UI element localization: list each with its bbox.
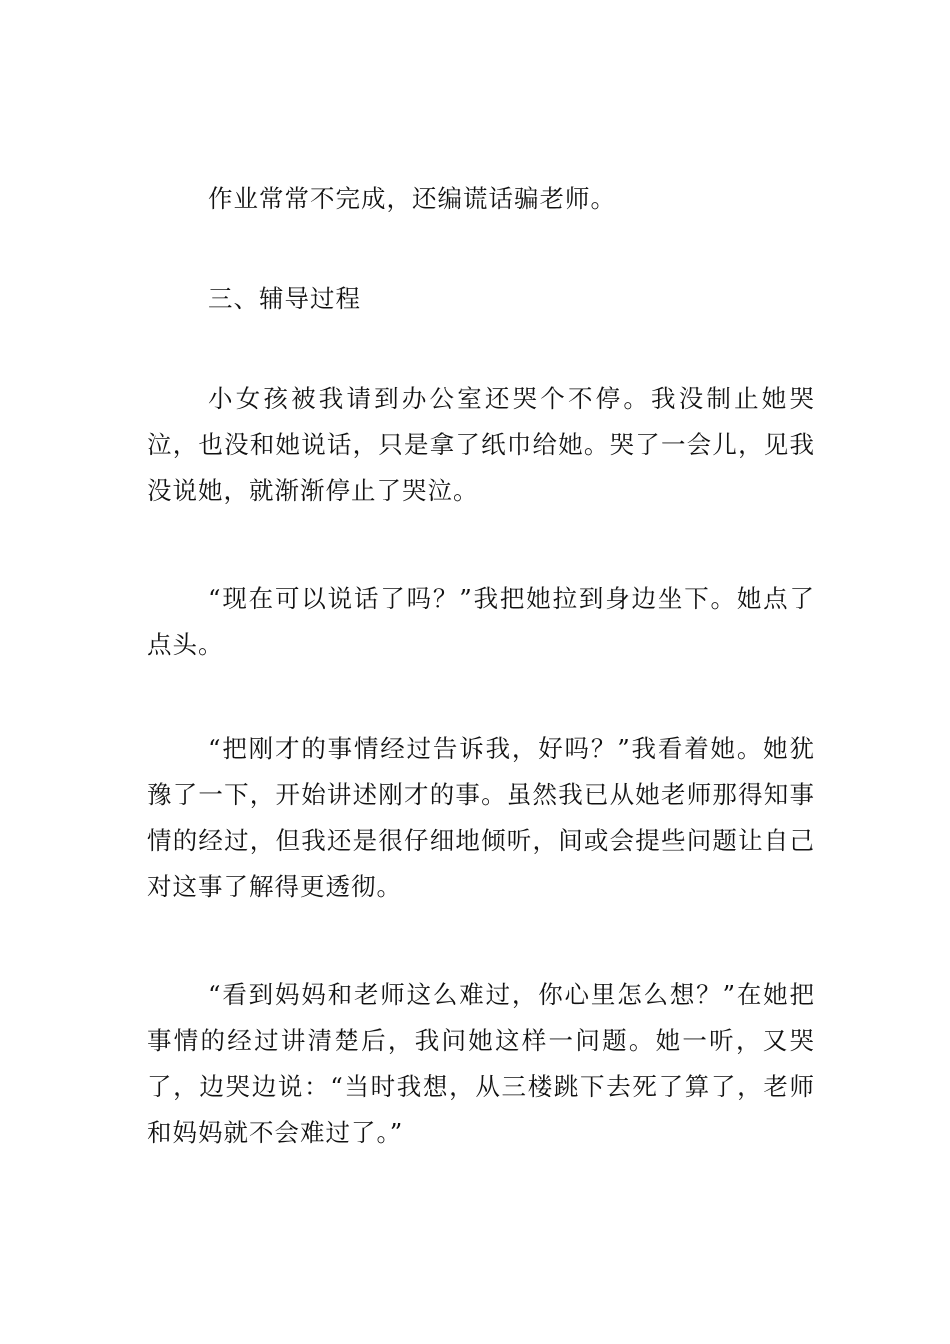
paragraph-can-talk-now: “现在可以说话了吗？”我把她拉到身边坐下。她点了点头。 [147, 584, 815, 659]
paragraph-homework: 作业常常不完成，还编谎话骗老师。 [208, 184, 616, 213]
section-heading-counseling-process: 三、辅导过程 [208, 284, 361, 313]
paragraph-tell-me-what-happened: “把刚才的事情经过告诉我，好吗？”我看着她。她犹豫了一下，开始讲述刚才的事。虽然我已从她老师那得知事情的经过，但我还是很仔细地倾听，间或会提些问题让自己对这事了解得更透彻。 [147, 734, 815, 901]
paragraph-how-do-you-feel: “看到妈妈和老师这么难过，你心里怎么想？”在她把事情的经过讲清楚后，我问她这样一问题。她一听，又哭了，边哭边说：“当时我想，从三楼跳下去死了算了，老师和妈妈就不会难过了。” [147, 980, 815, 1147]
paragraph-office-crying: 小女孩被我请到办公室还哭个不停。我没制止她哭泣，也没和她说话，只是拿了纸巾给她。哭了一会儿，见我没说她，就渐渐停止了哭泣。 [147, 384, 815, 505]
